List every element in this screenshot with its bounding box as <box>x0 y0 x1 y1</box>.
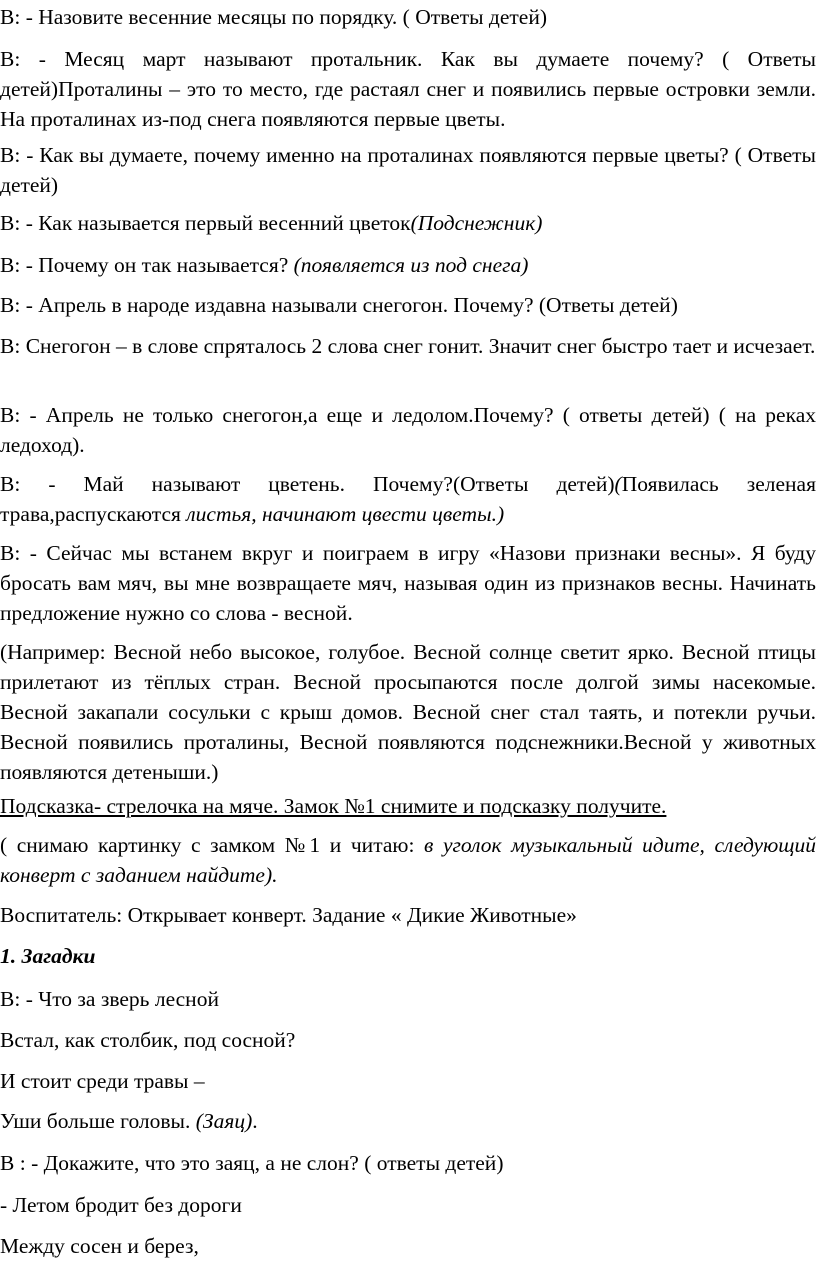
paragraph <box>0 250 816 280</box>
paragraph: В: - Что за зверь лесной <box>0 987 219 1011</box>
paragraph: (Например: Весной небо высокое, голубое. Весной солнце светит ярко. Весной птицы прилетают из тёплых стран. Весной просыпаются после долгой зимы насекомые. Весной закапали сосульки с крыш домов. Весной снег стал таять, и потекли ручьи. Весной появились проталины, Весной появляются подснежники.Весной у животных появляются детеныши.) <box>0 640 816 784</box>
text: В: - Почему он так называется? <box>0 253 294 277</box>
italic-paren: ( <box>614 472 622 496</box>
italic-answer: (появляется из под снега) <box>293 253 529 277</box>
paragraph <box>0 830 816 890</box>
paragraph: В: - Как вы думаете, почему именно на проталинах появляются первые цветы? ( Ответы детей) <box>0 143 816 197</box>
paragraph: В: - Сейчас мы встанем вкруг и поиграем в игру «Назови признаки весны». Я буду бросать вам мяч, вы мне возвращаете мяч, называя один из признаков весны. Начинать предложение нужно со слова - весной. <box>0 541 816 625</box>
paragraph: В: - Апрель не только снегогон,а еще и ледолом.Почему? ( ответы детей) ( на реках ледоход). <box>0 403 816 457</box>
paragraph: В: - Апрель в народе издавна называли снегогон. Почему? (Ответы детей) <box>0 293 678 317</box>
text: . <box>252 1109 258 1133</box>
text: ( снимаю картинку с замком №1 и читаю: <box>0 833 425 857</box>
paragraph: И стоит среди травы – <box>0 1069 205 1093</box>
paragraph <box>0 1106 816 1136</box>
paragraph: - Летом бродит без дороги <box>0 1193 242 1217</box>
section-heading: 1. Загадки <box>0 944 96 968</box>
paragraph: Между сосен и берез, <box>0 1234 199 1258</box>
text: Появилась зеленая трава,распускаются <box>0 472 816 526</box>
hint-line: Подсказка- стрелочка на мяче. Замок №1 снимите и подсказку получите. <box>0 794 667 818</box>
italic-answer: листья, начинают цвести цветы.) <box>186 502 505 526</box>
paragraph: Воспитатель: Открывает конверт. Задание « Дикие Животные» <box>0 903 577 927</box>
paragraph <box>0 208 816 238</box>
italic-answer: (Заяц) <box>195 1109 253 1133</box>
paragraph: В: - Назовите весенние месяцы по порядку. ( Ответы детей) <box>0 5 547 29</box>
italic-answer: (Подснежник) <box>410 211 543 235</box>
paragraph: В: Снегогон – в слове спряталось 2 слова снег гонит. Значит снег быстро тает и исчезает. <box>0 334 816 358</box>
paragraph: Встал, как столбик, под сосной? <box>0 1028 296 1052</box>
italic-answer: в уголок музыкальный идите, следующий конверт с заданием найдите). <box>0 833 816 887</box>
paragraph: В: - Месяц март называют протальник. Как вы думаете почему? ( Ответы детей)Проталины – это то место, где растаял снег и появились первые островки земли. На проталинах из-под снега появляются первые цветы. <box>0 47 816 131</box>
text: Уши больше головы. <box>0 1109 196 1133</box>
paragraph: В : - Докажите, что это заяц, а не слон? ( ответы детей) <box>0 1151 504 1175</box>
text: В: - Май называют цветень. Почему?(Ответы детей) <box>0 472 615 496</box>
text: В: - Как называется первый весенний цветок <box>0 211 411 235</box>
paragraph <box>0 469 816 529</box>
